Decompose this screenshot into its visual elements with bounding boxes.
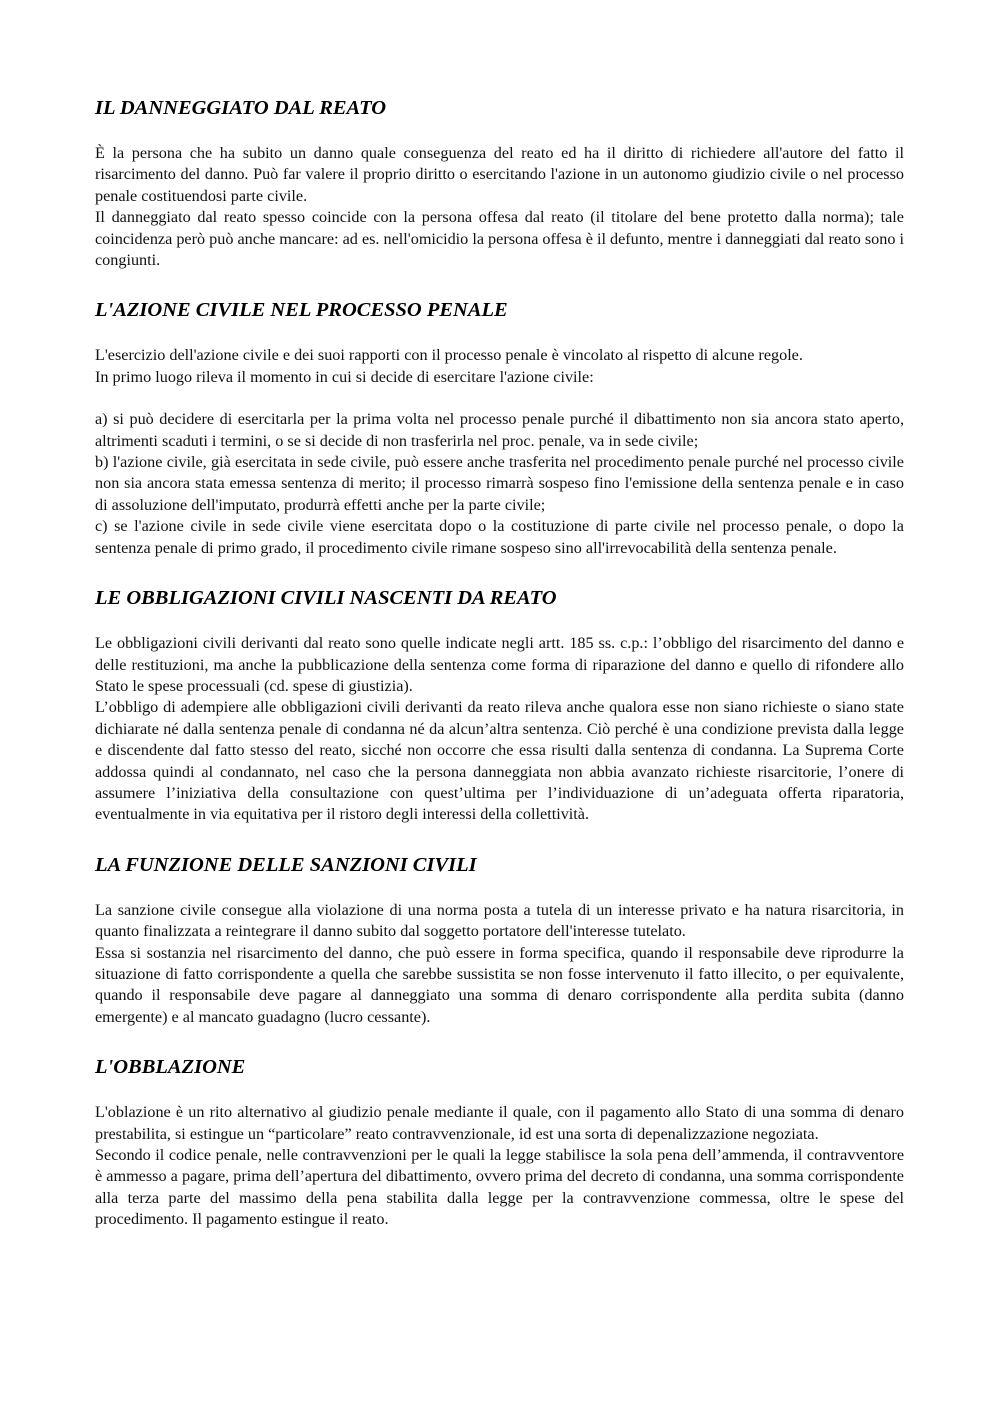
- list-item: c) se l'azione civile in sede civile viene esercitata dopo o la costituzione di parte civile nel processo penale, o dopo la sentenza penale di primo grado, il procedimento civile rimane sospeso sino all'irrevocabilità della sentenza penale.: [95, 517, 904, 557]
- section-obbligazioni-civili: [95, 582, 904, 826]
- paragraph: L'esercizio dell'azione civile e dei suoi rapporti con il processo penale è vincolato al rispetto di alcune regole.: [95, 346, 803, 365]
- paragraph: Essa si sostanzia nel risarcimento del danno, che può essere in forma specifica, quando il responsabile deve riprodurre la situazione di fatto corrispondente a quella che sarebbe sussistita se non fosse intervenuto il fatto illecito, o per equivalente, quando il responsabile deve pagare al danneggiato una somma di denaro corrispondente alla perdita subita (danno emergente) e al mancato guadagno (lucro cessante).: [95, 943, 904, 1026]
- paragraph: La sanzione civile consegue alla violazione di una norma posta a tutela di un interesse privato e ha natura risarcitoria, in quanto finalizzata a reintegrare il danno subito dal soggetto portatore dell'interesse tutelato.: [95, 900, 904, 941]
- section-heading: L'AZIONE CIVILE NEL PROCESSO PENALE: [95, 299, 508, 322]
- list-item: a) si può decidere di esercitarla per la prima volta nel processo penale purché il dibattimento non sia ancora stato aperto, altrimenti scaduti i termini, o se si decide di non trasferirla nel proc. penale, va in sede civile;: [95, 410, 904, 450]
- section-heading: LE OBBLIGAZIONI CIVILI NASCENTI DA REATO: [95, 587, 557, 610]
- paragraph: Il danneggiato dal reato spesso coincide con la persona offesa dal reato (il titolare del bene protetto dalla norma); tale coincidenza però può anche mancare: ad es. nell'omicidio la persona offesa è il defunto, mentre i danneggiati dal reato sono i congiunti.: [95, 208, 904, 270]
- paragraph: Secondo il codice penale, nelle contravvenzioni per le quali la legge stabilisce la sola pena dell’ammenda, il contravventore è ammesso a pagare, prima dell’apertura del dibattimento, ovvero prima del decreto di condanna, una somma corrispondente alla terza parte del massimo della pena stabilita dalla legge per la contravvenzione commessa, oltre le spese del procedimento. Il pagamento estingue il reato.: [95, 1146, 904, 1229]
- list-item: b) l'azione civile, già esercitata in sede civile, può essere anche trasferita nel procedimento penale purché nel processo civile non sia ancora stata emessa sentenza di merito; il processo rimarrà sospeso fino l'emissione della sentenza penale e in caso di assoluzione dell'imputato, produrrà effetti anche per la parte civile;: [95, 453, 904, 514]
- paragraph: L’obbligo di adempiere alle obbligazioni civili derivanti da reato rileva anche qualora esse non siano richieste o siano state dichiarate né dalla sentenza penale di condanna né da alcun’altra sentenza. Ciò perché è una condizione prevista dalla legge e discendente dal fatto stesso del reato, sicché non occorre che essa risulti dalla sentenza di condanna. La Suprema Corte addossa quindi al condannato, nel caso che la persona danneggiata non abbia avanzato richieste risarcitorie, l’onere di assumere l’iniziativa della consultazione con quest’ultima per l’individuazione di un’adeguata offerta riparatoria, eventualmente in via equitativa per il ristoro degli interessi della collettività.: [95, 698, 904, 824]
- paragraph: È la persona che ha subito un danno quale conseguenza del reato ed ha il diritto di richiedere all'autore del fatto il risarcimento del danno. Può far valere il proprio diritto o esercitando l'azione in un autonomo giudizio civile o nel processo penale costituendosi parte civile.: [95, 144, 904, 205]
- section-heading: L'OBBLAZIONE: [95, 1056, 246, 1079]
- section-danneggiato: [95, 92, 904, 271]
- paragraph: In primo luogo rileva il momento in cui si decide di esercitare l'azione civile:: [95, 367, 594, 386]
- section-heading: LA FUNZIONE DELLE SANZIONI CIVILI: [95, 853, 477, 876]
- section-azione-civile: [95, 294, 904, 559]
- document-page: [95, 92, 904, 1231]
- paragraph: L'oblazione è un rito alternativo al giudizio penale mediante il quale, con il pagamento allo Stato di una somma di denaro prestabilita, si estingue un “particolare” reato contravvenzionale, id est una sorta di depenalizzazione negoziata.: [95, 1103, 904, 1143]
- section-sanzioni-civili: [95, 849, 904, 1028]
- paragraph: Le obbligazioni civili derivanti dal reato sono quelle indicate negli artt. 185 ss. c.p.: l’obbligo del risarcimento del danno e delle restituzioni, ma anche la pubblicazione della sentenza come forma di riparazione del danno e quello di rifondere allo Stato le spese processuali (cd. spese di giustizia).: [95, 634, 904, 695]
- section-oblazione: [95, 1051, 904, 1230]
- section-heading: IL DANNEGGIATO DAL REATO: [95, 97, 387, 119]
